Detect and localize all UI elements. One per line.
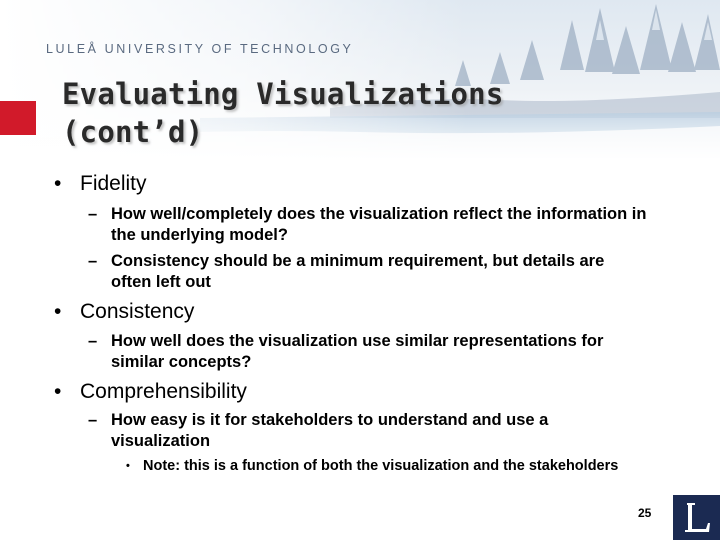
dash-glyph: –	[88, 205, 98, 223]
sub-bullet-comprehensibility-1	[88, 410, 648, 452]
bullet-label: Consistency	[80, 300, 195, 323]
bullet-glyph: •	[54, 172, 62, 195]
bullet-comprehensibility	[54, 380, 247, 404]
bullet-label: Fidelity	[80, 172, 147, 195]
dash-glyph: –	[88, 332, 98, 350]
sub-bullet-text: How well does the visualization use similar representations for similar concepts?	[111, 332, 604, 371]
bullet-consistency	[54, 300, 194, 324]
page-number: 25	[638, 506, 652, 520]
sub-bullet-text: Consistency should be a minimum requirement, but details are often left out	[111, 252, 605, 291]
bullet-glyph: •	[126, 460, 130, 472]
bullet-glyph: •	[54, 380, 62, 403]
note-text: Note: this is a function of both the visualization and the stakeholders	[143, 458, 619, 474]
sub-bullet-text: How easy is it for stakeholders to understand and use a visualization	[111, 411, 549, 450]
bullet-label: Comprehensibility	[80, 380, 247, 403]
dash-glyph: –	[88, 252, 98, 270]
slide-title-line-2: (cont’d)	[62, 115, 204, 149]
sub-bullet-consistency-1	[88, 331, 648, 373]
sub-bullet-fidelity-2	[88, 251, 648, 293]
bullet-fidelity	[54, 172, 147, 196]
university-name: LULEÅ UNIVERSITY OF TECHNOLOGY	[46, 42, 354, 56]
sub-bullet-fidelity-1	[88, 204, 648, 246]
bullet-glyph: •	[54, 300, 62, 323]
third-level-bullet-note	[126, 457, 646, 476]
slide-title-line-1: Evaluating Visualizations	[62, 77, 504, 111]
sub-bullet-text: How well/completely does the visualization reflect the information in the underlying model?	[111, 205, 647, 244]
dash-glyph: –	[88, 411, 98, 429]
university-L-logo-icon	[673, 495, 720, 540]
